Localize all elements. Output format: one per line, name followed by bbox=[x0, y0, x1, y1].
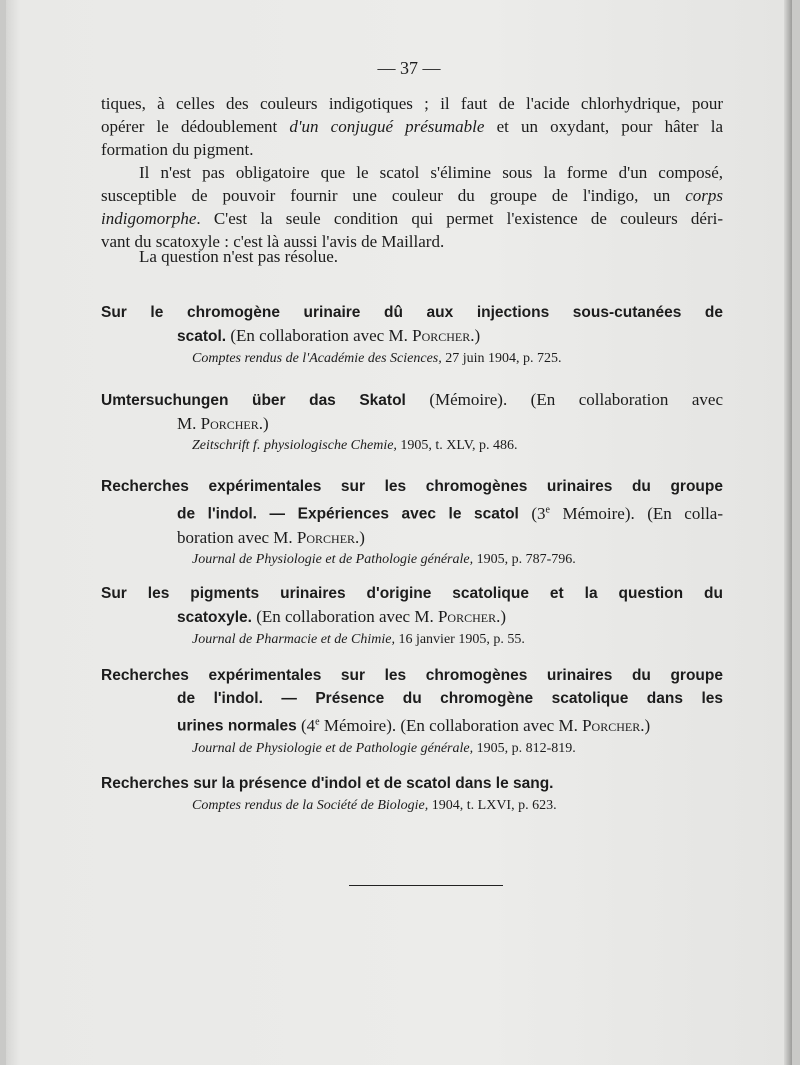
page-number: — 37 — bbox=[377, 58, 441, 78]
intro-paragraph-3 bbox=[101, 245, 723, 268]
entry-reference: Journal de Physiologie et de Pathologie générale, 1905, p. 787-796. bbox=[192, 551, 576, 567]
scanned-page bbox=[6, 0, 792, 1065]
intro-line: tiques, à celles des couleurs indigotiques ; il faut de l'acide chlorhydrique, pour bbox=[101, 94, 723, 113]
entry-title: Recherches sur la présence d'indol et de scatol dans le sang. bbox=[101, 775, 554, 792]
bibliography-entry bbox=[101, 388, 723, 457]
intro-line: indigomorphe. C'est la seule condition qui permet l'existence de couleurs déri- bbox=[101, 209, 723, 228]
intro-line: formation du pigment. bbox=[101, 140, 254, 159]
bibliography-entry bbox=[101, 772, 723, 817]
page-edge-shadow bbox=[784, 0, 792, 1065]
end-rule bbox=[349, 885, 503, 886]
intro-line: Il n'est pas obligatoire que le scatol s'élimine sous la forme d'un composé, bbox=[139, 163, 723, 182]
intro-line: opérer le dédoublement d'un conjugué présumable et un oxydant, pour hâter la bbox=[101, 117, 723, 136]
intro-paragraph-1 bbox=[101, 92, 723, 161]
entry-reference: Comptes rendus de la Société de Biologie, 1904, t. LXVI, p. 623. bbox=[192, 798, 557, 813]
bibliography-entry bbox=[101, 301, 723, 370]
entry-title: Sur les pigments urinaires d'origine scatolique et la question du scatoxyle. (En collaboration avec M. Porcher.) bbox=[101, 585, 723, 626]
intro-line: susceptible de pouvoir fournir une couleur du groupe de l'indigo, un corps bbox=[101, 186, 723, 205]
intro-paragraph-2 bbox=[101, 161, 723, 253]
bibliography-entry bbox=[101, 582, 723, 651]
entry-reference: Zeitschrift f. physiologische Chemie, 1905, t. XLV, p. 486. bbox=[192, 438, 518, 453]
entry-title: Umtersuchungen über das Skatol (Mémoire). (En collaboration avec M. Porcher.) bbox=[101, 390, 723, 433]
bibliography-entry bbox=[101, 475, 723, 571]
entry-title: Recherches expérimentales sur les chromogènes urinaires du groupe de l'indol. — Expériences avec le scatol (3e Mémoire). (En colla- boration avec M. Porcher.) bbox=[101, 478, 724, 547]
entry-title: Sur le chromogène urinaire dû aux injections sous-cutanées de scatol. (En collaboration avec M. Porcher.) bbox=[101, 304, 723, 345]
entry-reference: Comptes rendus de l'Académie des Sciences, 27 juin 1904, p. 725. bbox=[192, 351, 562, 366]
entry-reference: Journal de Physiologie et de Pathologie générale, 1905, p. 812-819. bbox=[192, 740, 576, 756]
intro-line: La question n'est pas résolue. bbox=[139, 247, 338, 266]
entry-title: Recherches expérimentales sur les chromogènes urinaires du groupe de l'indol. — Présence du chromogène scatolique dans les urines normales (4e Mémoire). (En collaboration avec M. Porcher.) bbox=[101, 667, 723, 735]
entry-reference: Journal de Pharmacie et de Chimie, 16 janvier 1905, p. 55. bbox=[192, 632, 525, 647]
bibliography-entry bbox=[101, 664, 723, 760]
intro-line: vant du scatoxyle : c'est là aussi l'avis de Maillard. bbox=[101, 232, 445, 251]
